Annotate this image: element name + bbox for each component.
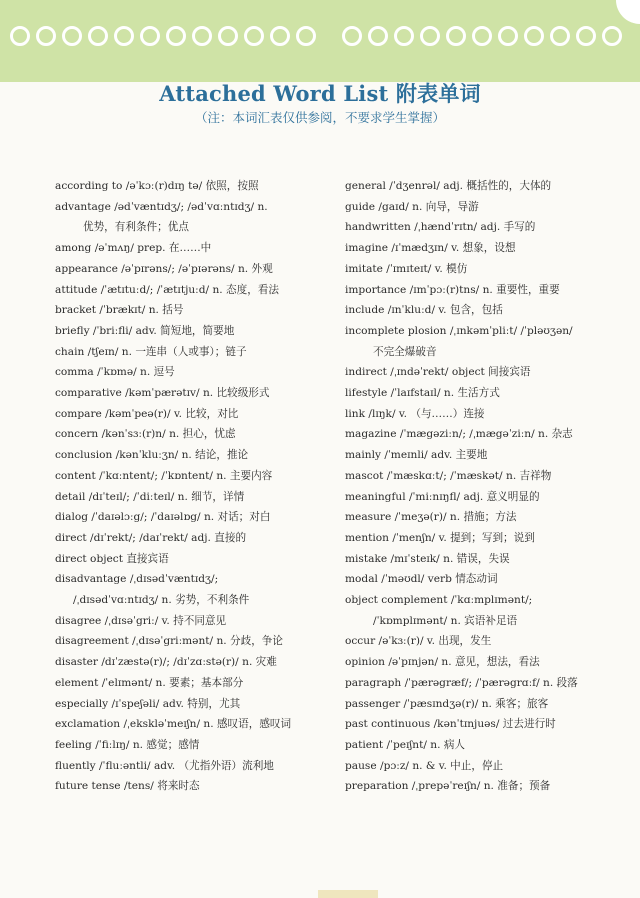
binder-ring-icon	[342, 26, 362, 46]
top-banner	[0, 0, 640, 82]
word-entry: future tense /tens/ 将来时态	[55, 780, 200, 793]
word-entry: preparation /ˌprepəˈreɪʃn/ n. 准备；预备	[345, 780, 551, 793]
word-entry: lifestyle /ˈlaɪfstaɪl/ n. 生活方式	[345, 387, 500, 400]
page-subtitle: （注：本词汇表仅供参阅，不要求学生掌握）	[194, 110, 445, 125]
word-entry: general /ˈdʒenrəl/ adj. 概括性的，大体的	[345, 180, 552, 192]
word-entry: indirect /ˌɪndəˈrekt/ object 间接宾语	[345, 366, 531, 379]
footer-mark	[318, 890, 378, 898]
word-entry: handwritten /ˌhændˈrɪtn/ adj. 手写的	[345, 221, 536, 234]
word-entry: pause /pɔːz/ n. & v. 中止，停止	[345, 759, 504, 772]
binder-ring-icon	[550, 26, 570, 46]
binder-ring-icon	[244, 26, 264, 46]
word-entry: detail /dɪˈteɪl/; /ˈdiːteɪl/ n. 细节，详情	[55, 490, 245, 503]
word-entry: guide /gaɪd/ n. 向导，导游	[345, 200, 479, 213]
binder-ring-icon	[270, 26, 290, 46]
word-entry: mascot /ˈmæskɑːt/; /ˈmæskət/ n. 吉祥物	[345, 469, 552, 482]
word-entry: element /ˈelɪmənt/ n. 要素；基本部分	[55, 676, 244, 689]
word-entry: opinion /əˈpɪnjən/ n. 意见，想法，看法	[345, 656, 540, 669]
word-entry: measure /ˈmeʒə(r)/ n. 措施；方法	[345, 511, 517, 524]
ring-spacer	[322, 26, 336, 56]
word-entry: incomplete plosion /ˌɪnkəmˈpliːt/ /ˈpləʊʒən/	[345, 324, 573, 337]
word-entry: link /lɪŋk/ v. （与……）连接	[345, 407, 485, 420]
word-entry: chain /tʃeɪn/ n. 一连串（人或事）；链子	[55, 345, 247, 358]
word-entry: occur /əˈkɜː(r)/ v. 出现，发生	[345, 635, 492, 648]
binder-ring-icon	[114, 26, 134, 46]
binder-ring-icon	[394, 26, 414, 46]
word-entry: according to /əˈkɔː(r)dɪŋ tə/ 依照，按照	[55, 180, 259, 192]
page-corner	[616, 0, 640, 24]
binder-ring-icon	[472, 26, 492, 46]
binder-ring-icon	[192, 26, 212, 46]
binder-ring-icon	[420, 26, 440, 46]
word-entry: 优势，有利条件；优点	[83, 221, 189, 234]
word-entry: passenger /ˈpæsɪndʒə(r)/ n. 乘客；旅客	[345, 697, 549, 710]
word-entry: mainly /ˈmeɪnli/ adv. 主要地	[345, 449, 488, 462]
word-entry: /ˈkɒmplɪmənt/ n. 宾语补足语	[373, 614, 518, 627]
word-entry: exclamation /ˌekskləˈmeɪʃn/ n. 感叹语，感叹词	[55, 718, 292, 731]
word-entry: feeling /ˈfiːlɪŋ/ n. 感觉；感情	[55, 738, 200, 751]
binder-ring-icon	[368, 26, 388, 46]
binder-ring-icon	[498, 26, 518, 46]
word-entry: importance /ɪmˈpɔː(r)tns/ n. 重要性，重要	[345, 283, 560, 296]
binder-ring-icon	[140, 26, 160, 46]
word-entry: paragraph /ˈpærəgræf/; /ˈpærəgrɑːf/ n. 段落	[345, 676, 578, 689]
binder-ring-icon	[218, 26, 238, 46]
word-entry: comparative /kəmˈpærətɪv/ n. 比较级形式	[55, 387, 270, 400]
binder-ring-icon	[296, 26, 316, 46]
word-entry: among /əˈmʌŋ/ prep. 在……中	[55, 242, 212, 255]
word-entry: concern /kənˈsɜː(r)n/ n. 担心，忧虑	[55, 428, 236, 441]
word-entry: meaningful /ˈmiːnɪŋfl/ adj. 意义明显的	[345, 490, 540, 503]
page-title: Attached Word List 附表单词	[159, 81, 481, 106]
binder-ring-icon	[36, 26, 56, 46]
word-entry: 不完全爆破音	[373, 345, 437, 358]
word-entry: especially /ɪˈspeʃəli/ adv. 特别，尤其	[55, 697, 241, 710]
word-entry: attitude /ˈætɪtuːd/; /ˈætɪtjuːd/ n. 态度，看法	[55, 283, 279, 296]
word-entry: dialog /ˈdaɪəlɔːg/; /ˈdaɪəlɒg/ n. 对话；对白	[55, 511, 271, 524]
binder-ring-icon	[88, 26, 108, 46]
word-entry: briefly /ˈbriːfli/ adv. 简短地，简要地	[55, 324, 235, 337]
word-entry: patient /ˈpeɪʃnt/ n. 病人	[345, 738, 466, 751]
word-entry: appearance /əˈpɪrəns/; /əˈpɪərəns/ n. 外观	[55, 262, 273, 275]
word-entry: mistake /mɪˈsteɪk/ n. 错误，失误	[345, 552, 510, 565]
word-entry: imitate /ˈɪmɪteɪt/ v. 模仿	[345, 262, 468, 275]
binder-rings	[10, 26, 610, 56]
word-entry: mention /ˈmenʃn/ v. 提到；写到；说到	[345, 531, 535, 544]
word-entry: disagree /ˌdɪsəˈgriː/ v. 持不同意见	[55, 614, 227, 627]
binder-ring-icon	[524, 26, 544, 46]
word-entry: direct /dɪˈrekt/; /daɪˈrekt/ adj. 直接的	[55, 531, 247, 544]
word-entry: include /ɪnˈkluːd/ v. 包含，包括	[345, 304, 503, 317]
word-entry: modal /ˈməʊdl/ verb 情态动词	[345, 573, 498, 586]
word-list-left-column	[55, 176, 340, 797]
word-entry: advantage /ədˈvæntɪdʒ/; /ədˈvɑːntɪdʒ/ n.	[55, 200, 268, 213]
binder-ring-icon	[446, 26, 466, 46]
binder-ring-icon	[576, 26, 596, 46]
word-entry: compare /kəmˈpeə(r)/ v. 比较，对比	[55, 407, 239, 420]
word-entry: object complement /ˈkɑːmplɪmənt/;	[345, 594, 533, 607]
word-entry: past continuous /kənˈtɪnjuəs/ 过去进行时	[345, 718, 556, 731]
binder-ring-icon	[10, 26, 30, 46]
word-entry: conclusion /kənˈkluːʒn/ n. 结论，推论	[55, 449, 249, 462]
word-entry: disagreement /ˌdɪsəˈgriːmənt/ n. 分歧，争论	[55, 635, 283, 648]
word-entry: /ˌdɪsədˈvɑːntɪdʒ/ n. 劣势，不利条件	[73, 594, 250, 607]
word-entry: disaster /dɪˈzæstə(r)/; /dɪˈzɑːstə(r)/ n. 灾难	[55, 656, 277, 669]
word-entry: imagine /ɪˈmædʒɪn/ v. 想象，设想	[345, 242, 516, 255]
binder-ring-icon	[62, 26, 82, 46]
word-entry: content /ˈkɑːntent/; /ˈkɒntent/ n. 主要内容	[55, 469, 273, 482]
word-entry: comma /ˈkɒmə/ n. 逗号	[55, 366, 175, 379]
word-entry: fluently /ˈfluːəntli/ adv. （尤指外语）流利地	[55, 759, 274, 772]
binder-ring-icon	[166, 26, 186, 46]
word-entry: direct object 直接宾语	[55, 552, 169, 565]
word-entry: magazine /ˈmægəziːn/; /ˌmægəˈziːn/ n. 杂志	[345, 428, 573, 441]
word-entry: disadvantage /ˌdɪsədˈvæntɪdʒ/;	[55, 573, 219, 586]
word-list-right-column	[345, 176, 630, 797]
word-entry: bracket /ˈbrækɪt/ n. 括号	[55, 304, 184, 317]
binder-ring-icon	[602, 26, 622, 46]
